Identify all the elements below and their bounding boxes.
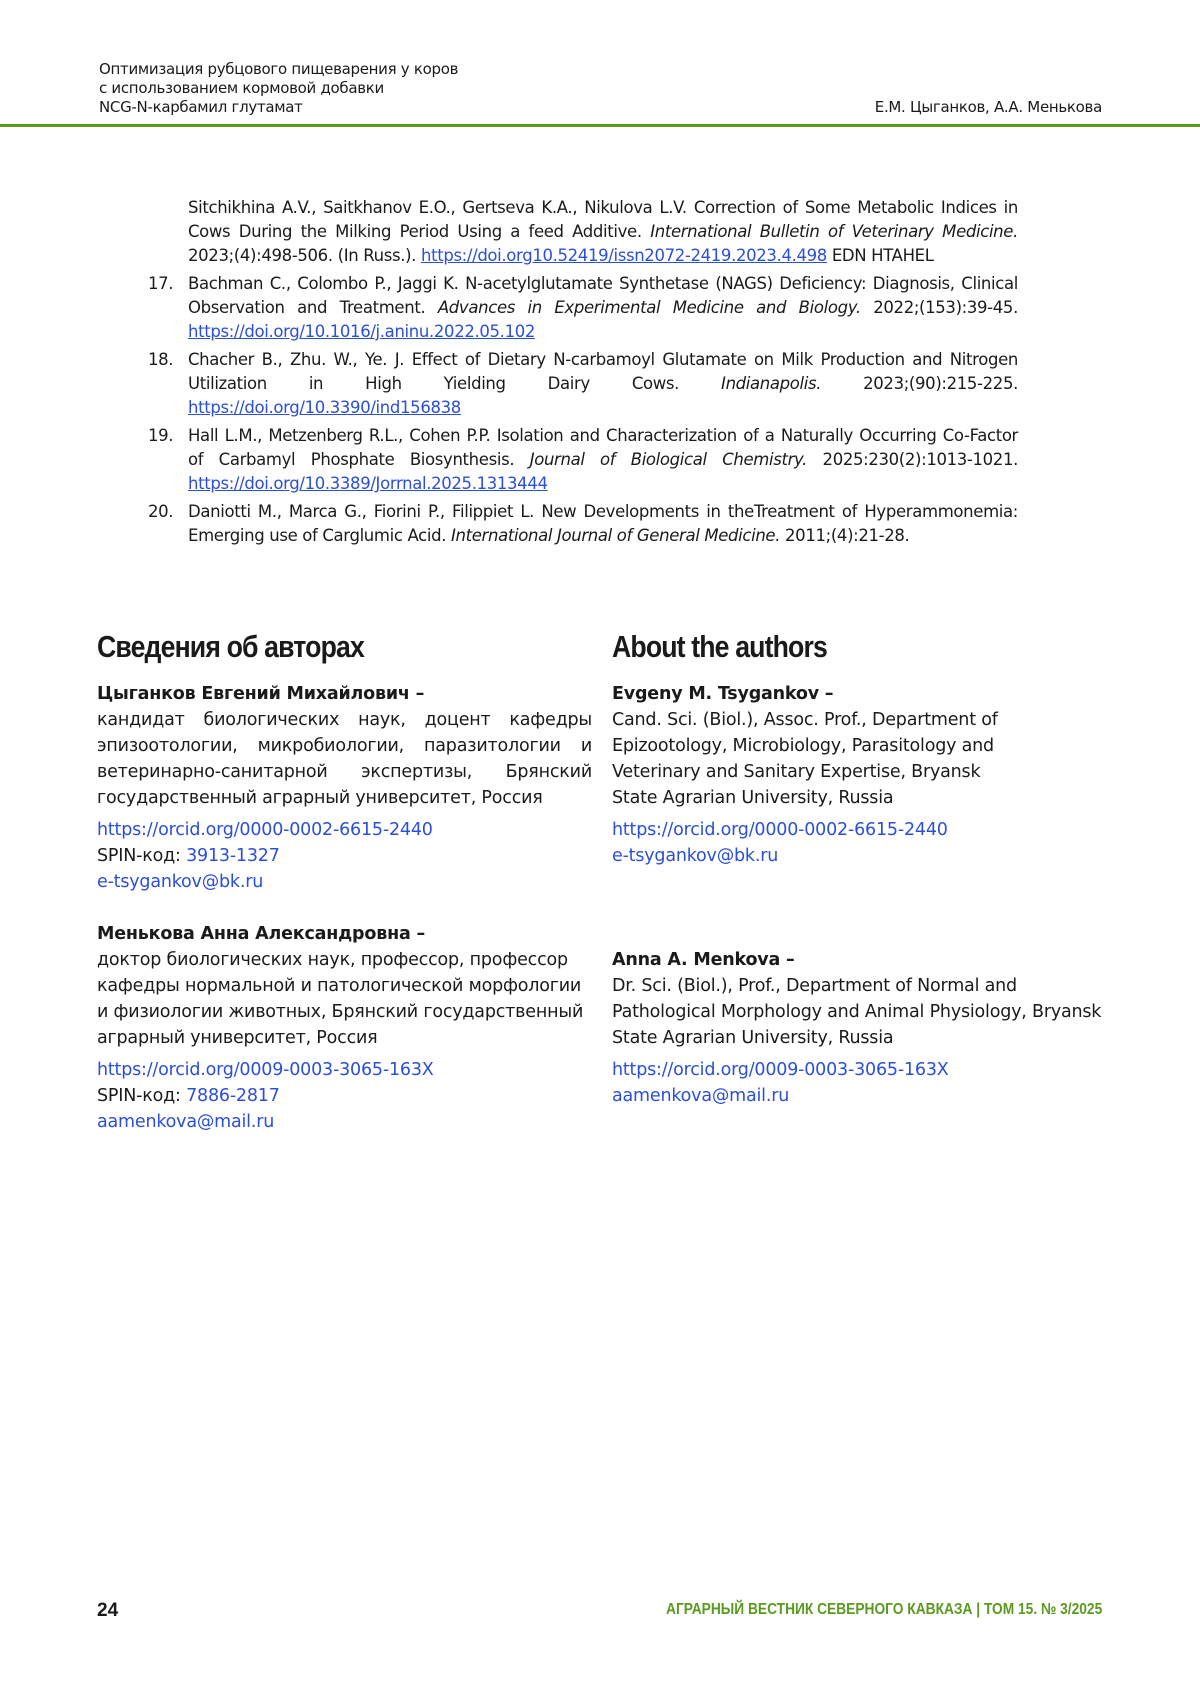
reference-journal: Indianapolis. <box>721 374 822 393</box>
author-card <box>97 921 592 1135</box>
reference-doi-link[interactable]: https://doi.org/10.3389/Jorrnal.2025.1313444 <box>188 474 548 493</box>
authors-en-heading: About the authors <box>612 629 827 664</box>
reference-journal: International Bulletin of Veterinary Medicine. <box>650 222 1018 241</box>
journal-footer: АГРАРНЫЙ ВЕСТНИК СЕВЕРНОГО КАВКАЗА | ТОМ 15. № 3/2025 <box>665 1601 1102 1618</box>
orcid-link[interactable]: https://orcid.org/0000-0002-6615-2440 <box>97 820 433 840</box>
spin-label: SPIN-код: <box>97 846 187 866</box>
reference-item <box>148 272 1018 344</box>
author-name: Anna A. Menkova – <box>612 950 795 970</box>
reference-details: 2011;(4):21-28. <box>780 526 910 545</box>
reference-doi-link[interactable]: https://doi.org/10.1016/j.aninu.2022.05.102 <box>188 322 536 341</box>
reference-item <box>148 348 1018 420</box>
email-link[interactable]: aamenkova@mail.ru <box>612 1086 790 1106</box>
spin-label: SPIN-код: <box>97 1086 187 1106</box>
author-description: доктор биологических наук, профессор, профессор кафедры нормальной и патологической морфологии и физиологии животных, Брянский государственный аграрный университет, Россия <box>97 950 584 1048</box>
authors-ru-heading: Сведения об авторах <box>97 629 364 664</box>
header-divider <box>0 124 1200 127</box>
reference-item <box>148 196 1018 268</box>
email-link[interactable]: aamenkova@mail.ru <box>97 1112 275 1132</box>
reference-list <box>148 196 1018 552</box>
author-description: кандидат биологических наук, доцент кафедры эпизоотологии, микробиологии, паразитологии и ветеринарно-санитарной экспертизы, Брянский государственный аграрный университет, Россия <box>97 710 592 808</box>
author-description: Dr. Sci. (Biol.), Prof., Department of Normal and Pathological Morphology and Animal Physiology, Bryansk State Agrarian University, Russia <box>612 976 1102 1048</box>
reference-details: 2022;(153):39-45. <box>860 298 1018 317</box>
author-name: Цыганков Евгений Михайлович – <box>97 684 425 704</box>
reference-journal: Advances in Experimental Medicine and Biology. <box>437 298 861 317</box>
author-card <box>612 681 1112 869</box>
authors-ru-section <box>97 627 592 1161</box>
reference-text: Sitchikhina A.V., Saitkhanov E.O., Gertseva K.A., Nikulova L.V. Correction of Some Metabolic Indices in Cows During the Milking Period Using a feed Additive. <box>188 198 1018 241</box>
orcid-link[interactable]: https://orcid.org/0009-0003-3065-163X <box>612 1060 949 1080</box>
email-link[interactable]: e-tsygankov@bk.ru <box>612 846 779 866</box>
spin-link[interactable]: 7886-2817 <box>186 1086 280 1106</box>
page-number: 24 <box>97 1600 119 1621</box>
reference-text: Chacher B., Zhu. W., Ye. J. Effect of Dietary N-carbamoyl Glutamate on Milk Production and Nitrogen Utilization in High Yielding Dairy Cows. <box>188 350 1018 393</box>
author-name: Менькова Анна Александровна – <box>97 924 426 944</box>
reference-text: Bachman C., Colombo P., Jaggi K. N-acetylglutamate Synthetase (NAGS) Deficiency: Diagnosis, Clinical Observation and Treatment. <box>188 274 1018 317</box>
running-title-line: NCG-N-карбамил глутамат <box>99 98 303 116</box>
email-link[interactable]: e-tsygankov@bk.ru <box>97 872 264 892</box>
reference-number: 20. <box>148 502 174 521</box>
reference-item <box>148 500 1018 548</box>
running-authors: Е.М. Цыганков, А.А. Менькова <box>874 98 1102 116</box>
reference-text: Daniotti M., Marca G., Fiorini P., Filippiet L. New Developments in theTreatment of Hyperammonemia: Emerging use of Carglumic Acid. <box>188 502 1018 545</box>
running-title-line: Оптимизация рубцового пищеварения у коров <box>99 60 459 78</box>
reference-journal: Journal of Biological Chemistry. <box>529 450 808 469</box>
author-card <box>97 681 592 895</box>
reference-journal: International Journal of General Medicine. <box>451 526 781 545</box>
reference-number: 19. <box>148 426 174 445</box>
orcid-link[interactable]: https://orcid.org/0009-0003-3065-163X <box>97 1060 434 1080</box>
orcid-link[interactable]: https://orcid.org/0000-0002-6615-2440 <box>612 820 948 840</box>
reference-number: 17. <box>148 274 174 293</box>
reference-details: 2023;(90):215-225. <box>821 374 1018 393</box>
reference-details: 2023;(4):498-506. (In Russ.). <box>188 246 421 265</box>
reference-doi-link[interactable]: https://doi.org/10.3390/ind156838 <box>188 398 461 417</box>
author-card <box>612 947 1112 1109</box>
running-title-line: с использованием кормовой добавки <box>99 79 385 97</box>
reference-details: 2025:230(2):1013-1021. <box>807 450 1019 469</box>
authors-en-section <box>612 627 1112 1135</box>
reference-item <box>148 424 1018 496</box>
running-title <box>99 60 458 117</box>
author-description: Cand. Sci. (Biol.), Assoc. Prof., Department of Epizootology, Microbiology, Parasitology and Veterinary and Sanitary Expertise, Bryansk State Agrarian University, Russia <box>612 710 998 808</box>
reference-number: 18. <box>148 350 174 369</box>
reference-doi-link[interactable]: https://doi.org10.52419/issn2072-2419.2023.4.498 <box>420 246 827 265</box>
author-name: Evgeny M. Tsygankov – <box>612 684 834 704</box>
spin-link[interactable]: 3913-1327 <box>186 846 280 866</box>
reference-text: Hall L.M., Metzenberg R.L., Cohen P.P. Isolation and Characterization of a Naturally Occurring Co-Factor of Carbamyl Phosphate Biosynthesis. <box>188 426 1018 469</box>
reference-edn: EDN HTAHEL <box>826 246 934 265</box>
